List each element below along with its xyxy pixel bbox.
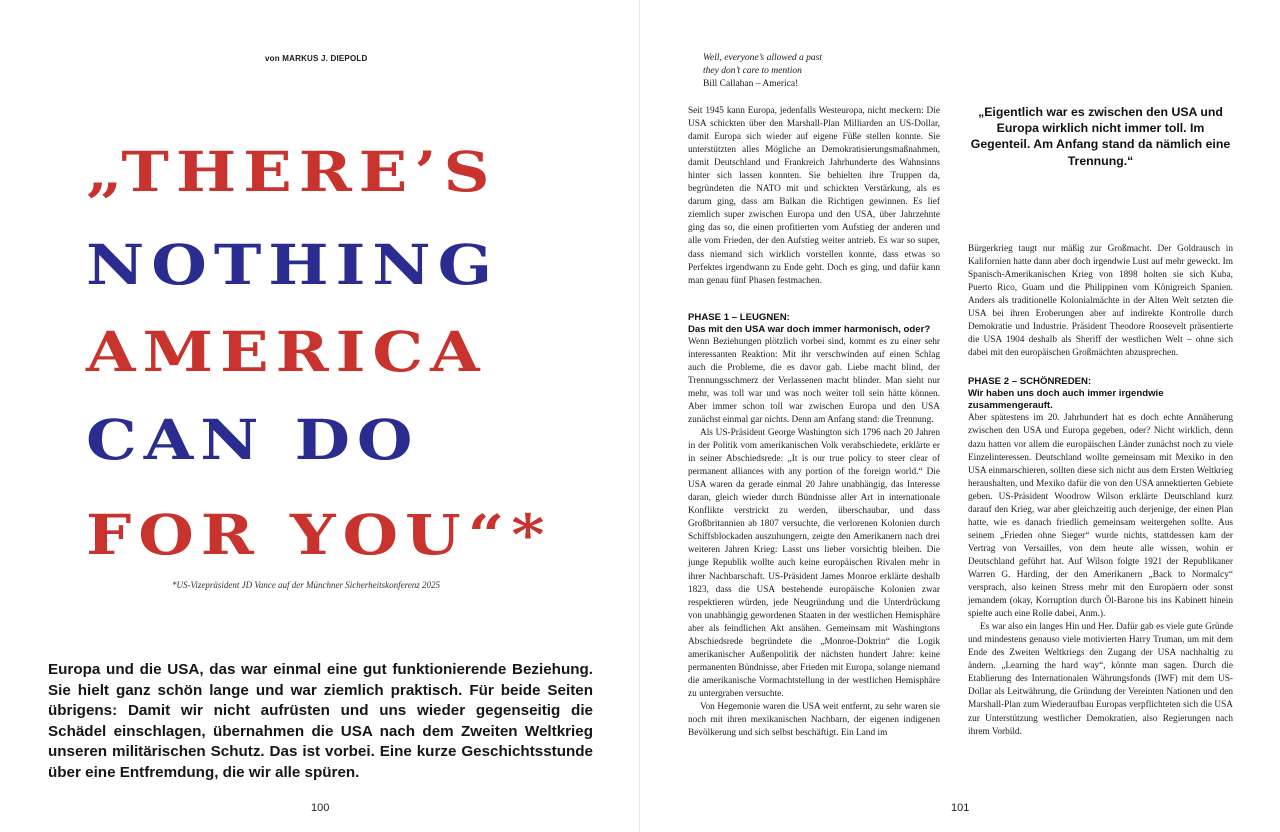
pull-quote: „Eigentlich war es zwischen den USA und Europa wirklich nicht immer toll. Im Gegenteil. Am Anfang stand da nämlich eine Trennung.“ <box>970 105 1231 168</box>
headline-line-3: AMERICA <box>86 319 487 384</box>
headline-footnote: *US-Vizepräsident JD Vance auf der Münchner Sicherheitskonferenz 2025 <box>172 580 441 590</box>
body-paragraph: Bürgerkrieg taugt nur mäßig zur Großmacht. Der Goldrausch in Kalifornien hatte dann aber doch irgendwie Lust auf mehr geweckt. Im Spanisch-Amerikanischen Krieg von 1898 holten sie sich Kuba, Puerto Rico, Guam und die Philippinen vom Königreich Spanien. Anders als traditionelle Kolonialmächte in der Alten Welt setzten die USA bei ihren Eroberungen aber auf indirekte Kontrolle durch Demokratie und Industrie. Präsident Theodore Roosevelt präsentierte die USA 1904 deshalb als Sheriff der westlichen Welt – ohne sich dabei mit den europäischen Großmächten abzusprechen. <box>968 244 1233 359</box>
headline-line-2: NOTHING <box>86 232 500 297</box>
epigraph-source: Bill Callahan – America! <box>703 79 799 89</box>
phase-1-subheading: Das mit den USA war doch immer harmonisch, oder? <box>688 323 931 335</box>
headline-line-5: FOR YOU“* <box>86 502 552 567</box>
headline-line-4: CAN DO <box>86 407 420 472</box>
phase-1-heading: PHASE 1 – LEUGNEN: <box>688 311 790 323</box>
epigraph-line-2: they don’t care to mention <box>703 66 802 76</box>
body-paragraph: Wenn Beziehungen plötzlich vorbei sind, kommt es zu einer sehr interessanten Reaktion: Mit ihr verschwinden auf einen Schlag auch die Probleme, die es davor gab. Liebe macht blind, der Trennungsschmerz der Verlassenen macht blinder. Man sieht nur mehr, was toll war und was noch weiter toll sein hätte können. Aber immer schon toll war zwischen Europa und den USA zunächst einmal gar nichts. Denn am Anfang stand: die Trennung. <box>688 336 940 425</box>
phase-2-heading: PHASE 2 – SCHÖNREDEN: <box>968 376 1092 388</box>
body-paragraph: Seit 1945 kann Europa, jedenfalls Westeuropa, nicht meckern: Die USA schickten über den Marshall-Plan Milliarden an US-Dollar, damit Europa sich wieder auf eigene Füße stellen konnte. Sie unterstützten alles Mögliche an Demokratisierungsmaßnahmen, damit Deutschland und Frankreich Jahrhunderte des Wahnsinns hinter sich lassen konnten. Sie behielten ihre Truppen da, begründeten die NATO mit und schickten Verstärkung, als es darum ging, dass am Balkan die Richtigen gewinnen. Es lief ziemlich super zwischen Europa und den USA, über Jahrzehnte ging das so, die einen profitierten vom Aufstieg der anderen und alle vom Frieden, der den Aufstieg weiter antrieb. Es war so super, dass niemand sich wirklich vorstellen konnte, dass etwas so Perfektes irgendwann zu Ende geht. Doch es ging, und dafür kann man genau fünf Phasen festmachen. <box>688 106 940 286</box>
headline-line-1: „THERE’S <box>86 139 497 204</box>
body-paragraph: Es war also ein langes Hin und Her. Dafür gab es viele gute Gründe und mindestens genauso viele motivierten Harry Truman, um mit dem Ende des Zweiten Weltkriegs den Zugang der USA nachhaltig zu ändern. „Learning the hard way“, könnte man sagen. Durch die Etablierung des Internationalen Währungsfonds (IWF) mit dem US-Dollar als Leitwährung, die Gründung der Vereinten Nationen und den Marshall-Plan zum Wiederaufbau Europas verpflichteten sich die USA zur Unterstützung westlicher Demokratien, also Regierungen nach ihrem Vorbild. <box>968 622 1233 737</box>
body-paragraph: Aber spätestens im 20. Jahrhundert hat es doch echte Annäherung zwischen den USA und Europa gegeben, oder? Nicht wirklich, denn dazu hatten vor allem die europäischen Länder zunächst noch zu viele Einzelinteressen. Deutschland wollte gemeinsam mit Mexiko in den USA einmarschieren, sollten diese sich nicht aus dem Ersten Weltkrieg heraushalten, und Mexiko dafür die von den USA annektierten Gebiete geben. US-Präsident Woodrow Wilson erklärte Deutschland kurz darauf den Krieg, war aber gleichzeitig auch derjenige, der einen Plan hatte, wie es danach friedlich gemeinsam weitergehen sollte. Aus seinem „Frieden ohne Sieger“ wurde nichts, stattdessen kam der Vertrag von Versailles, von dem heute alle wissen, wohin er Deutschland geführt hat. Auf Wilson folgte 1921 der Republikaner Warren G. Harding, der den Amerikanern „Back to Normalcy“ versprach, also keinen Stress mehr mit den Europäern oder sonst jemandem (okay, Korruption durch Öl-Barone bis ins Kabinett hinein spielte auch eine Rolle dabei, Anm.). <box>968 413 1233 620</box>
phase-2-subheading: Wir haben uns doch auch immer irgendwie zusammengerauft. <box>968 388 1164 412</box>
body-paragraph: Als US-Präsident George Washington sich 1796 nach 20 Jahren in der Politik vom amerikanischen Volk verabschiedete, erklärte er in seiner Abschiedsrede: „It is our true policy to steer clear of permanent alliances with any portion of the foreign world.“ Die USA waren da gerade einmal 20 Jahre unabhängig, das Interesse daran, gleich wieder durch Bündnisse aller Art in internationale Konflikte verstrickt zu werden, überschaubar, und dass Großbritannien ab 1807 versuchte, die verlorenen Kolonien durch Schiffsblockaden auszuhungern, zeigte den Amerikanern nach drei weiteren Jahren Krieg: Lasst uns lieber vorsichtig bleiben. Die junge Republik wollte auch keine europäischen Rivalen mehr in ihrer Nachbarschaft. US-Präsident James Monroe erklärte deshalb 1823, dass die USA bestehende europäische Kolonien zwar respektieren würden, jede Neugründung und die Unterdrückung von unabhängig gewordenen Staaten in der westlichen Hemisphäre aber als feindlichen Akt ansähen. Gemeinsam mit Washingtons Abschiedsrede begründete die „Monroe-Doktrin“ die Logik amerikanischer Außenpolitik der nächsten hundert Jahre: keine permanenten Bündnisse, aber Frieden mit Europa, solange niemand die amerikanische Vormachtstellung in der westlichen Hemisphäre zu untergraben versuchte. <box>688 427 940 699</box>
body-paragraph: Von Hegemonie waren die USA weit entfernt, zu sehr waren sie noch mit ihren mexikanischen Nachbarn, der eigenen indigenen Bevölkerung und sich selbst beschäftigt. Ein Land im <box>688 701 940 739</box>
page-number-right: 101 <box>951 802 970 814</box>
author-byline: von MARKUS J. DIEPOLD <box>265 54 368 63</box>
page-number-left: 100 <box>311 802 330 814</box>
right-page <box>640 0 1280 832</box>
text-column-right <box>968 243 1233 739</box>
intro-paragraph: Europa und die USA, das war einmal eine gut funktionierende Beziehung. Sie hielt ganz schön lange und war ziemlich praktisch. Für beide Seiten übrigens: Damit wir nicht aufrüsten und uns wieder gegenseitig die Schädel einschlagen, übernahmen die USA nach dem Zweiten Weltkrieg unseren militärischen Schutz. Das ist vorbei. Eine kurze Geschichtsstunde über eine Entfremdung, die wir alle spüren. <box>48 661 593 781</box>
epigraph <box>703 52 822 91</box>
epigraph-line-1: Well, everyone’s allowed a past <box>703 53 822 63</box>
text-column-left <box>688 105 940 740</box>
